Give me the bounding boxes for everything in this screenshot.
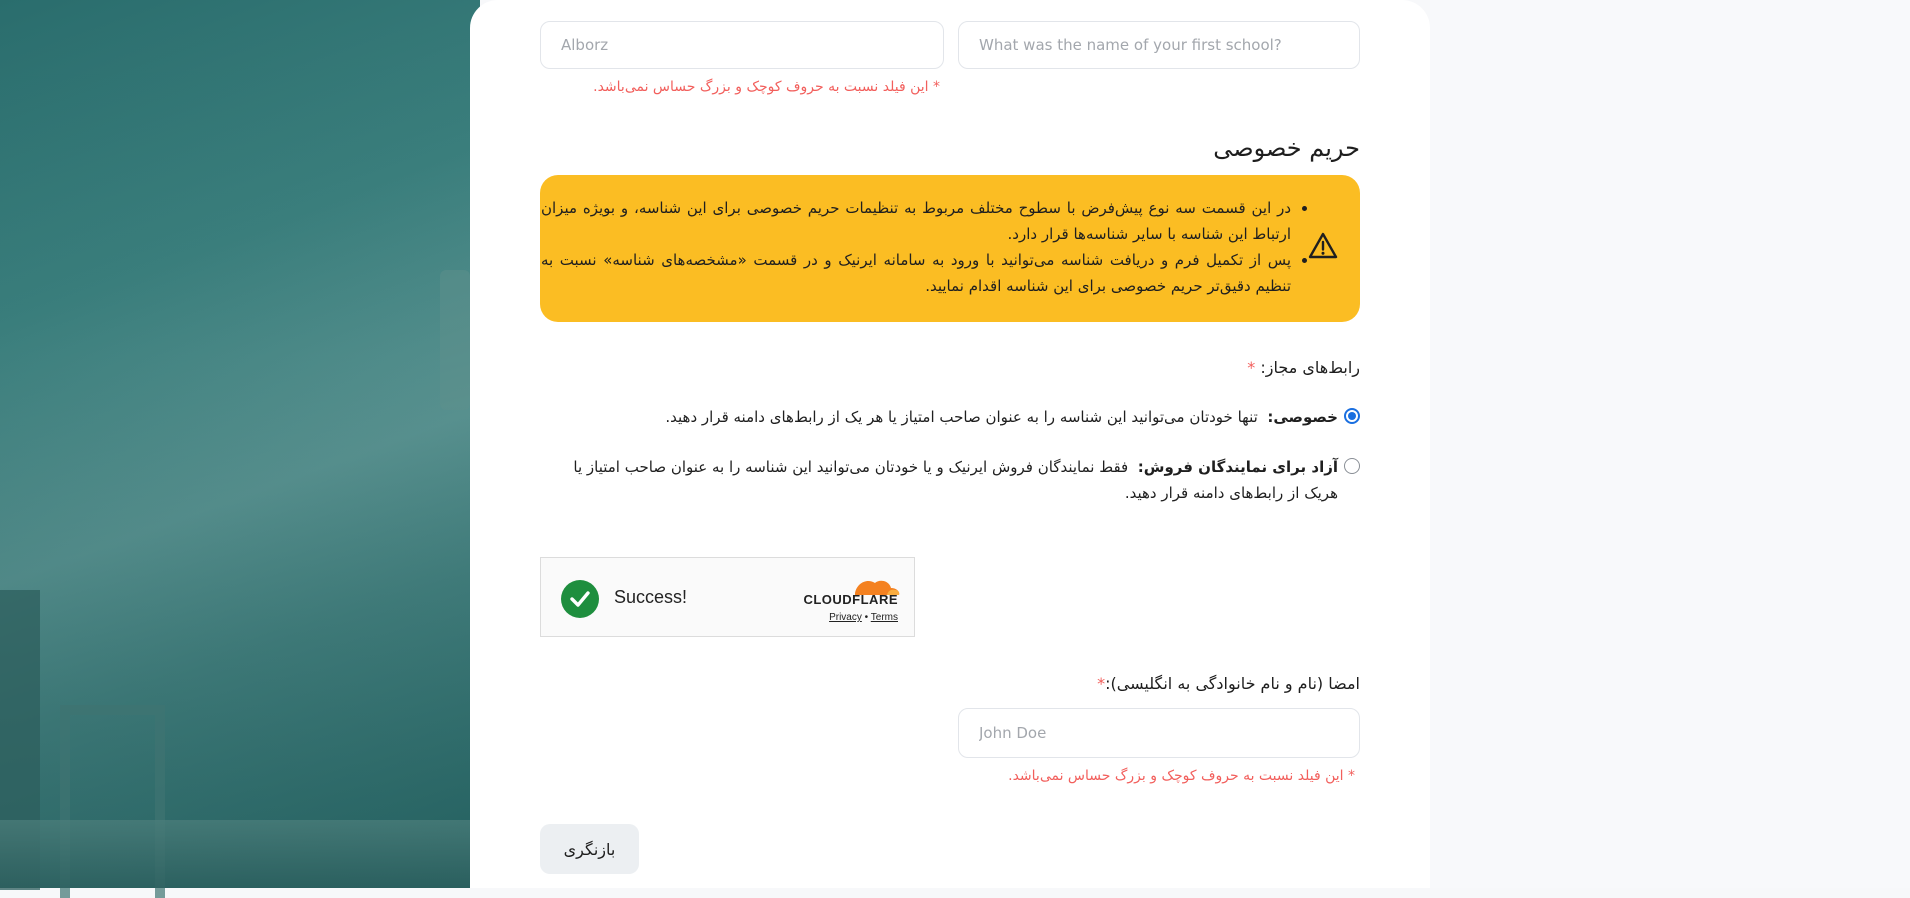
form-content — [540, 0, 1360, 888]
answer-case-hint: * این فیلد نسبت به حروف کوچک و بزرگ حساس نمی‌باشد. — [593, 79, 940, 95]
alert-list — [541, 195, 1305, 299]
form-card — [470, 0, 1430, 888]
signature-input[interactable] — [958, 708, 1360, 758]
privacy-title: حریم خصوصی — [1213, 134, 1360, 162]
privacy-link[interactable]: Privacy — [829, 612, 862, 623]
security-answer-input[interactable] — [540, 21, 944, 69]
required-mark: * — [1097, 674, 1106, 693]
privacy-option-private[interactable] — [540, 404, 1360, 430]
captcha-status: Success! — [614, 587, 688, 607]
radio-resellers[interactable] — [1344, 458, 1360, 474]
option-description: تنها خودتان می‌توانید این شناسه را به عنوان صاحب امتیاز یا هر یک از رابط‌های دامنه قرار دهید. — [665, 408, 1258, 426]
signature-case-hint: * این فیلد نسبت به حروف کوچک و بزرگ حساس نمی‌باشد. — [1008, 768, 1355, 784]
option-description: فقط نمایندگان فروش ایرنیک و یا خودتان می‌توانید این شناسه را به عنوان صاحب امتیاز یا هریک از رابط‌های دامنه قرار دهید. — [573, 458, 1338, 502]
allowed-links-label — [1247, 358, 1360, 377]
privacy-option-resellers[interactable] — [540, 454, 1360, 506]
security-question-input[interactable] — [958, 21, 1360, 69]
ruin-statue — [440, 270, 470, 410]
background-photo — [0, 0, 480, 888]
review-button[interactable]: بازنگری — [540, 824, 639, 874]
warning-icon — [1308, 231, 1338, 261]
terms-link[interactable]: Terms — [870, 612, 898, 623]
option-label: آزاد برای نمایندگان فروش: — [1137, 458, 1338, 476]
signature-label-text: امضا (نام و نام خانوادگی به انگلیسی): — [1105, 674, 1360, 693]
signature-label — [1097, 674, 1360, 693]
radio-private[interactable] — [1344, 408, 1360, 424]
ground — [0, 820, 480, 888]
option-label: خصوصی: — [1267, 408, 1338, 426]
option-text — [540, 454, 1360, 506]
alert-item: • پس از تکمیل فرم و دریافت شناسه می‌توانید با ورود به سامانه ایرنیک و در قسمت «مشخصه‌های شناسه» نسبت به تنظیم دقیق‌تر حریم خصوصی برای این شناسه اقدام نمایید. — [541, 247, 1291, 299]
alert-item: • در این قسمت سه نوع پیش‌فرض با سطوح مختلف مربوط به تنظیمات حریم خصوصی برای این شناسه، و بویژه میزان ارتباط این شناسه با سایر شناسه‌ها قرار دارد. — [541, 195, 1291, 247]
required-mark: * — [1247, 358, 1256, 377]
cloudflare-brand: CLOUDFLARE — [803, 592, 898, 607]
cloudflare-turnstile[interactable] — [540, 557, 915, 637]
right-background — [1430, 0, 1910, 888]
captcha-links — [803, 612, 898, 623]
allowed-links-text: رابط‌های مجاز: — [1260, 358, 1360, 377]
success-check-icon — [561, 580, 599, 618]
privacy-alert — [540, 175, 1360, 322]
link-separator: • — [864, 612, 869, 623]
option-text — [540, 404, 1360, 430]
